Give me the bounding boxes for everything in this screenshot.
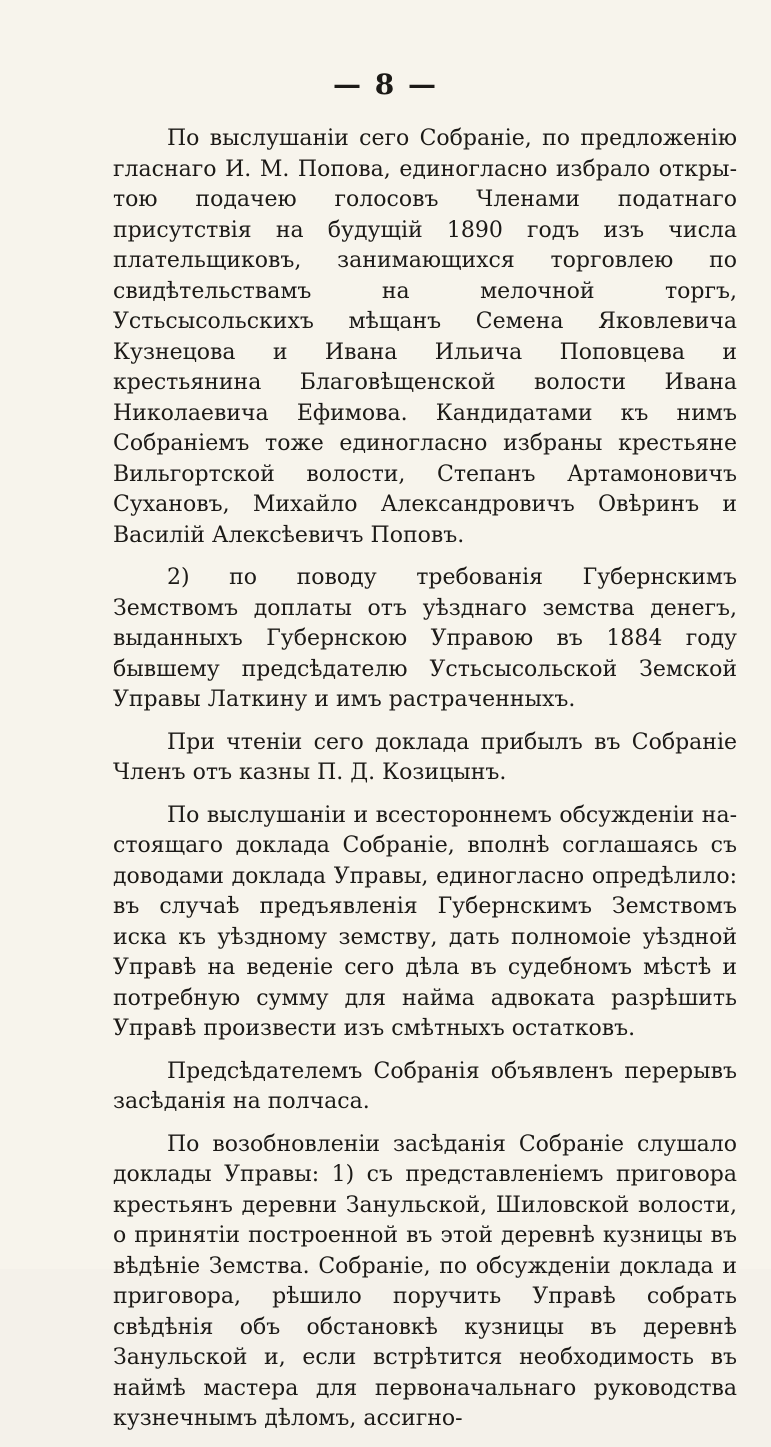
page-body bbox=[113, 124, 737, 1447]
paragraph-decision: По выслушаніи и всестороннемъ обсужденіи настоящаго доклада Собраніе, вполнѣ соглашаясь съ доводами доклада Управы, единогласно опредѣлило: въ случаѣ предъявленія Губернскимъ Земствомъ иска къ уѣздному земству, дать полномоіе уѣздной Управѣ на веденіе сего дѣла въ судебномъ мѣстѣ и потребную сумму для найма адвоката разрѣшить Управѣ произвести изъ смѣтныхъ остатковъ. bbox=[113, 802, 737, 1041]
paragraph-election: По выслушаніи сего Собраніе, по предложенію гласнаго И. М. Попова, единогласно избрало открытою подачею голосовъ Членами податнаго присутствія на будущій 1890 годъ изъ числа плательщиковъ, занимающихся торговлею по свидѣтельствамъ на мелочной торгъ, Устьсысольскихъ мѣщанъ Семена Яковлевича Кузнецова и Ивана Ильича Поповцева и крестьянина Благовѣщенской волости Ивана Николаевича Ефимова. Кандидатами къ нимъ Собраніемъ тоже единогласно избраны крестьяне Вильгортской волости, Степанъ Артамоновичъ Сухановъ, Михайло Александровичъ Овѣринъ и Василій Алексѣевичъ Поповъ. bbox=[113, 126, 737, 548]
paragraph-arrival: При чтеніи сего доклада прибылъ въ Собраніе Членъ отъ казны П. Д. Козицынъ. bbox=[113, 729, 737, 785]
paragraph-item-2: 2) по поводу требованія Губернскимъ Земствомъ доплаты отъ уѣзднаго земства денегъ, выданныхъ Губернскою Управою въ 1884 году бывшему предсѣдателю Устьсысольской Земской Управы Латкину и имъ растраченныхъ. bbox=[113, 565, 737, 712]
page-number: — 8 — bbox=[333, 68, 438, 101]
paragraph-recess: Предсѣдателемъ Собранія объявленъ перерывъ засѣданія на полчаса. bbox=[113, 1058, 737, 1114]
paragraph-resumption: По возобновленіи засѣданія Собраніе слушало доклады Управы: 1) съ представленіемъ приговора крестьянъ деревни Занульской, Шиловской волости, о принятіи построенной въ этой деревнѣ кузницы въ вѣдѣніе Земства. Собраніе, по обсужденіи доклада и приговора, рѣшило поручить Управѣ собрать свѣдѣнія объ обстановкѣ кузницы въ деревнѣ Занульской и, если встрѣтится необходимость въ наймѣ мастера для первоначальнаго руководства кузнечнымъ дѣломъ, ассигно- bbox=[113, 1131, 737, 1431]
